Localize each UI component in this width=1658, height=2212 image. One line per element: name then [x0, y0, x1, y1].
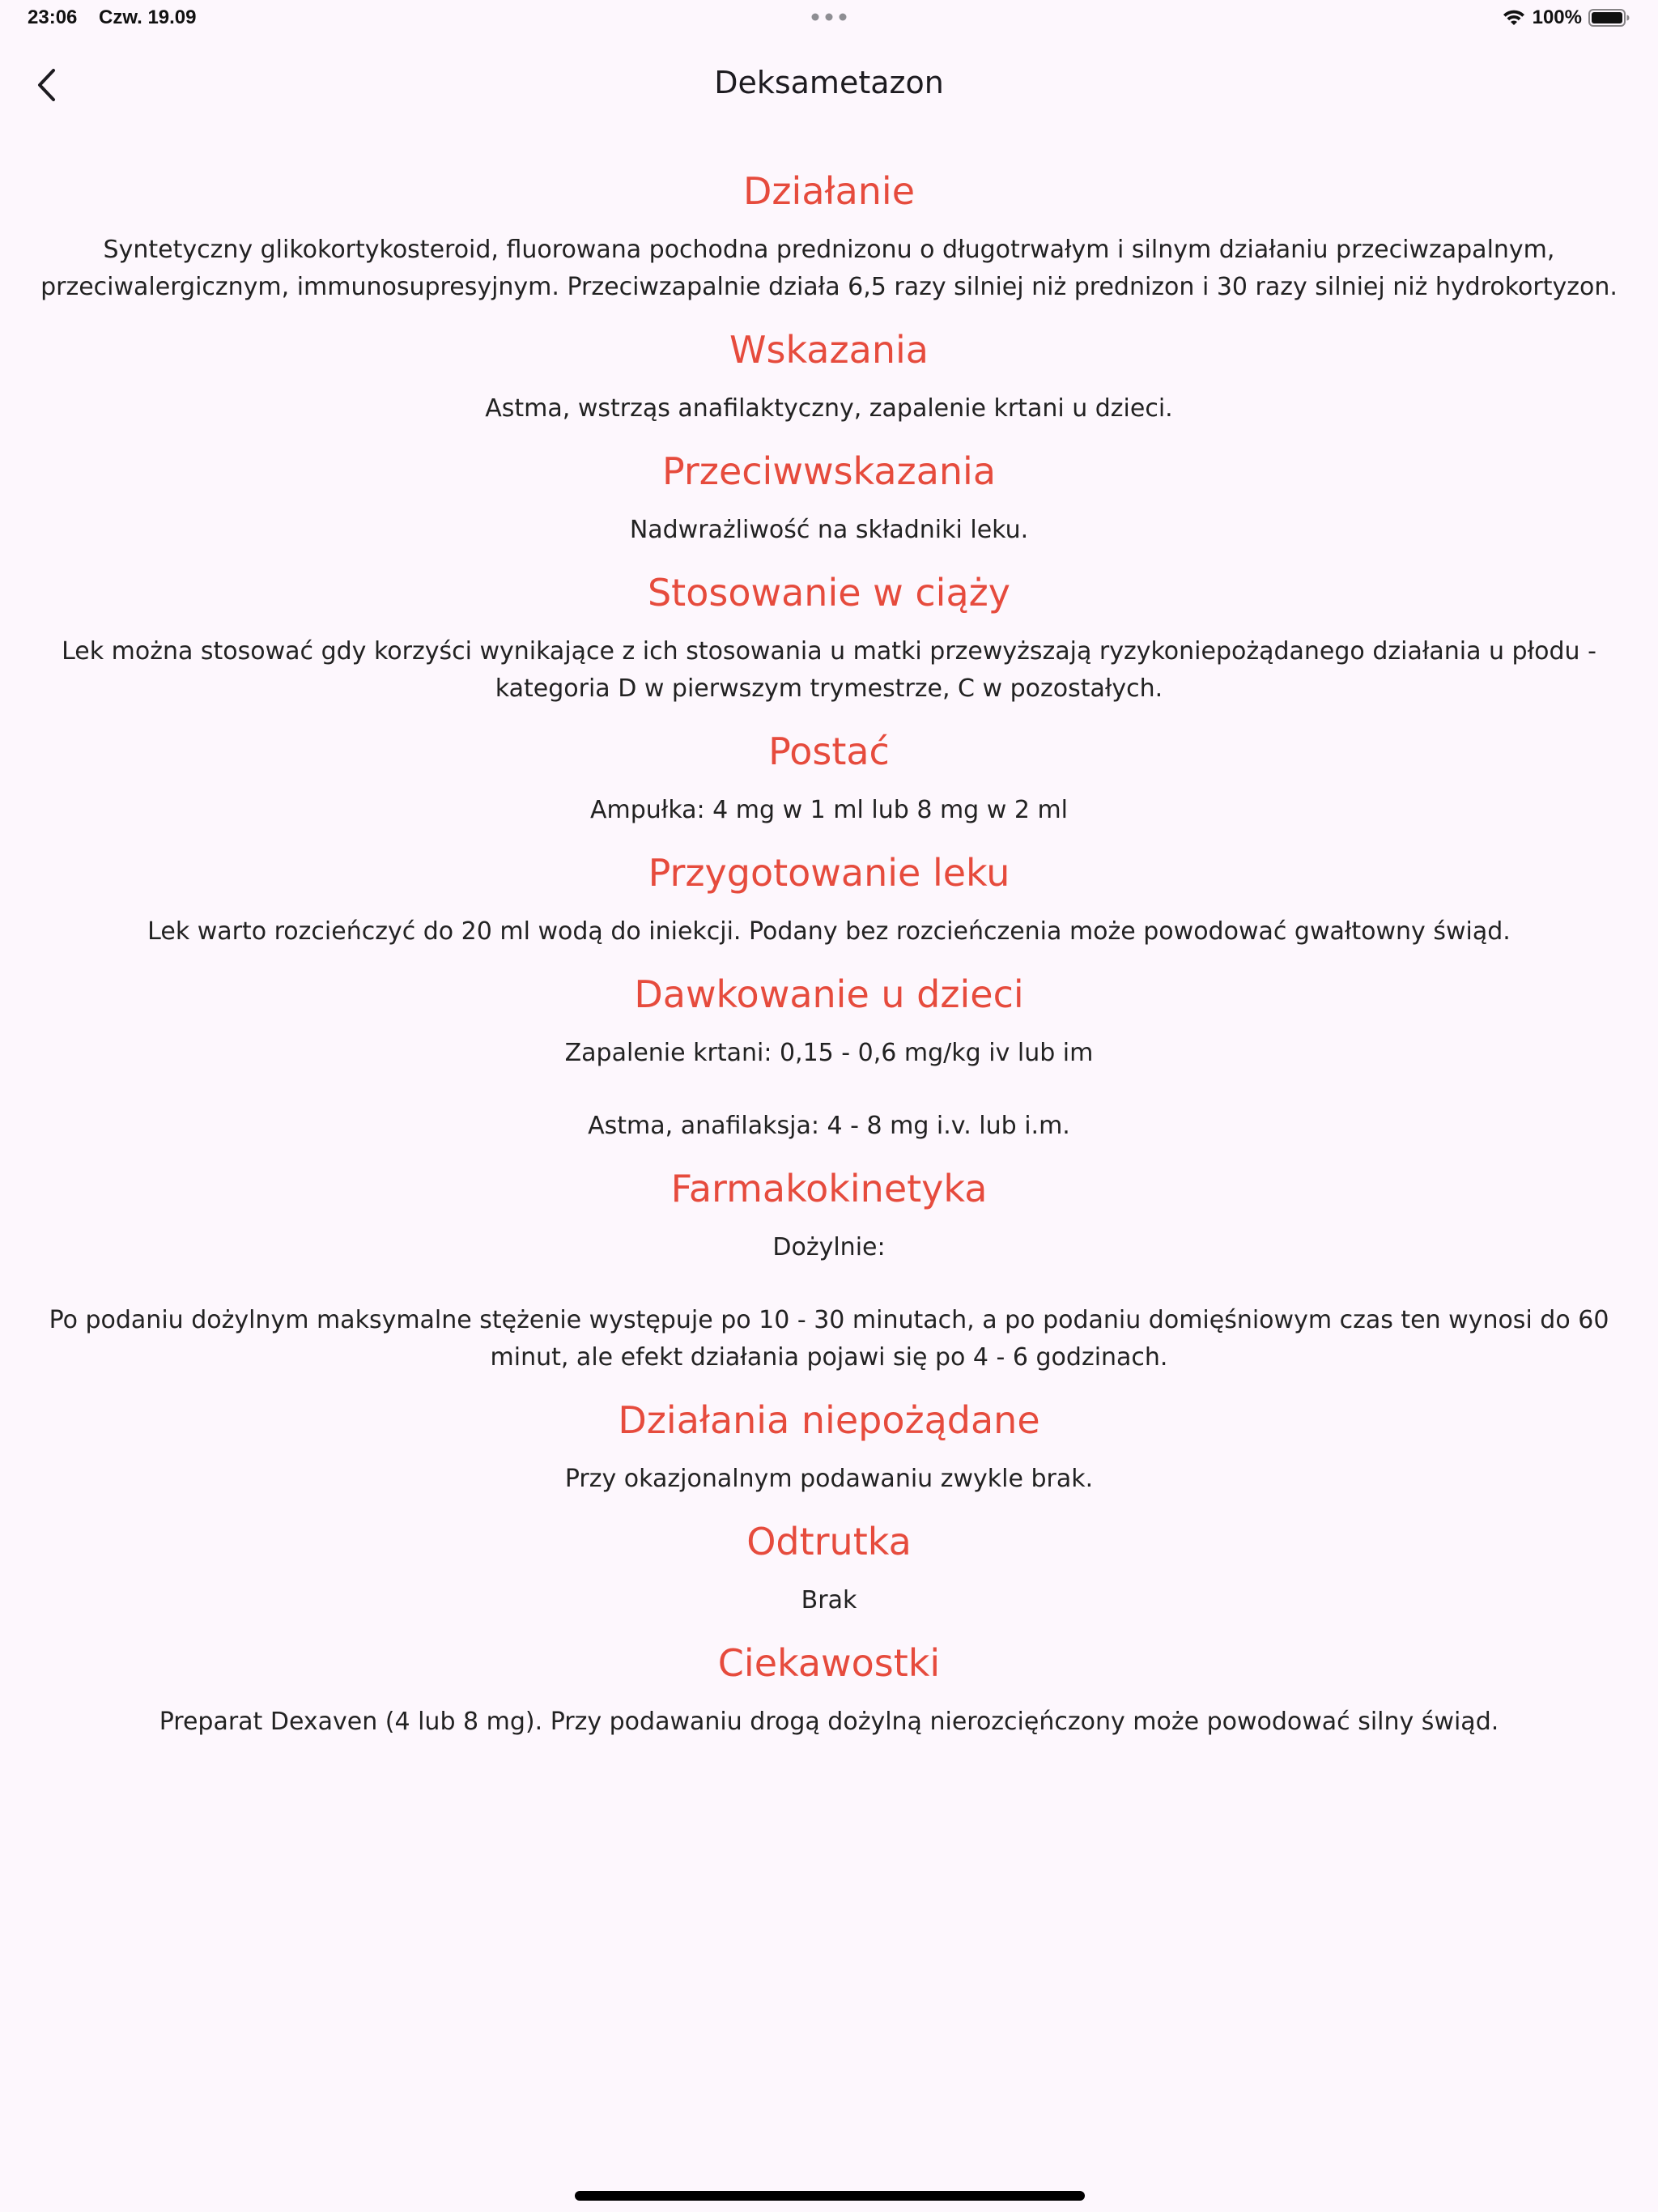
- section-text-farmakokinetyka-opis: Po podaniu dożylnym maksymalne stężenie występuje po 10 - 30 minutach, a po podaniu domięśniowym czas ten wynosi do 60 minut, ale efekt działania pojawi się po 4 - 6 godzinach.: [49, 1306, 1609, 1372]
- multitasking-dots-icon[interactable]: [811, 13, 847, 21]
- section-text-postac: Ampułka: 4 mg w 1 ml lub 8 mg w 2 ml: [589, 796, 1069, 824]
- section-text-wskazania: Astma, wstrząs anafilaktyczny, zapalenie krtani u dzieci.: [485, 394, 1173, 423]
- section-text-ciekawostki: Preparat Dexaven (4 lub 8 mg). Przy podawaniu drogą dożylną nierozcięńczony może powodować silny świąd.: [159, 1708, 1499, 1736]
- status-time: 23:06: [28, 6, 78, 28]
- section-text-dawkowanie-astma: Astma, anafilaksja: 4 - 8 mg i.v. lub i.m.: [588, 1112, 1070, 1140]
- battery-icon: [1588, 8, 1630, 28]
- section-text-przeciwwskazania: Nadwrażliwość na składniki leku.: [629, 516, 1029, 544]
- section-title-dawkowanie: Dawkowanie u dzieci: [634, 972, 1024, 1016]
- section-text-farmakokinetyka-dozylnie: Dożylnie:: [772, 1233, 886, 1261]
- section-title-przeciwwskazania: Przeciwwskazania: [661, 449, 997, 493]
- section-text-przygotowanie: Lek warto rozcieńczyć do 20 ml wodą do iniekcji. Podany bez rozcieńczenia może powodować gwałtowny świąd.: [147, 917, 1511, 946]
- section-text-odtrutka: Brak: [801, 1586, 857, 1614]
- section-title-wskazania: Wskazania: [729, 328, 929, 372]
- section-text-dzialanie: Syntetyczny glikokortykosteroid, fluorowana pochodna prednizonu o długotrwałym i silnym działaniu przeciwzapalnym, przeciwalergicznym, immunosupresyjnym. Przeciwzapalnie działa 6,5 razy silniej niż prednizon i 30 razy silniej niż hydrokortyzon.: [40, 236, 1618, 301]
- navigation-bar: [0, 49, 1658, 121]
- section-title-przygotowanie: Przygotowanie leku: [648, 851, 1010, 895]
- section-text-niepozadane: Przy okazjonalnym podawaniu zwykle brak.: [564, 1465, 1094, 1493]
- status-bar: [0, 0, 1658, 39]
- wifi-icon: [1502, 8, 1526, 28]
- section-title-ciaza: Stosowanie w ciąży: [647, 571, 1011, 615]
- section-title-ciekawostki: Ciekawostki: [717, 1641, 941, 1685]
- section-title-farmakokinetyka: Farmakokinetyka: [670, 1167, 988, 1210]
- section-title-postac: Postać: [768, 730, 890, 773]
- section-text-ciaza: Lek można stosować gdy korzyści wynikające z ich stosowania u matki przewyższają ryzykoniepożądanego działania u płodu - kategoria D w pierwszym trymestrze, C w pozostałych.: [62, 637, 1596, 703]
- status-right: [1502, 6, 1630, 29]
- drug-details: [0, 159, 1658, 1752]
- section-text-dawkowanie-krtan: Zapalenie krtani: 0,15 - 0,6 mg/kg iv lub im: [564, 1039, 1094, 1067]
- status-date: Czw. 19.09: [99, 6, 197, 28]
- section-title-niepozadane: Działania niepożądane: [618, 1398, 1040, 1442]
- section-title-dzialanie: Działanie: [742, 169, 916, 213]
- battery-percentage: 100%: [1532, 6, 1582, 28]
- page-title: Deksametazon: [714, 65, 944, 100]
- home-indicator[interactable]: [575, 2191, 1085, 2201]
- section-title-odtrutka: Odtrutka: [746, 1520, 912, 1563]
